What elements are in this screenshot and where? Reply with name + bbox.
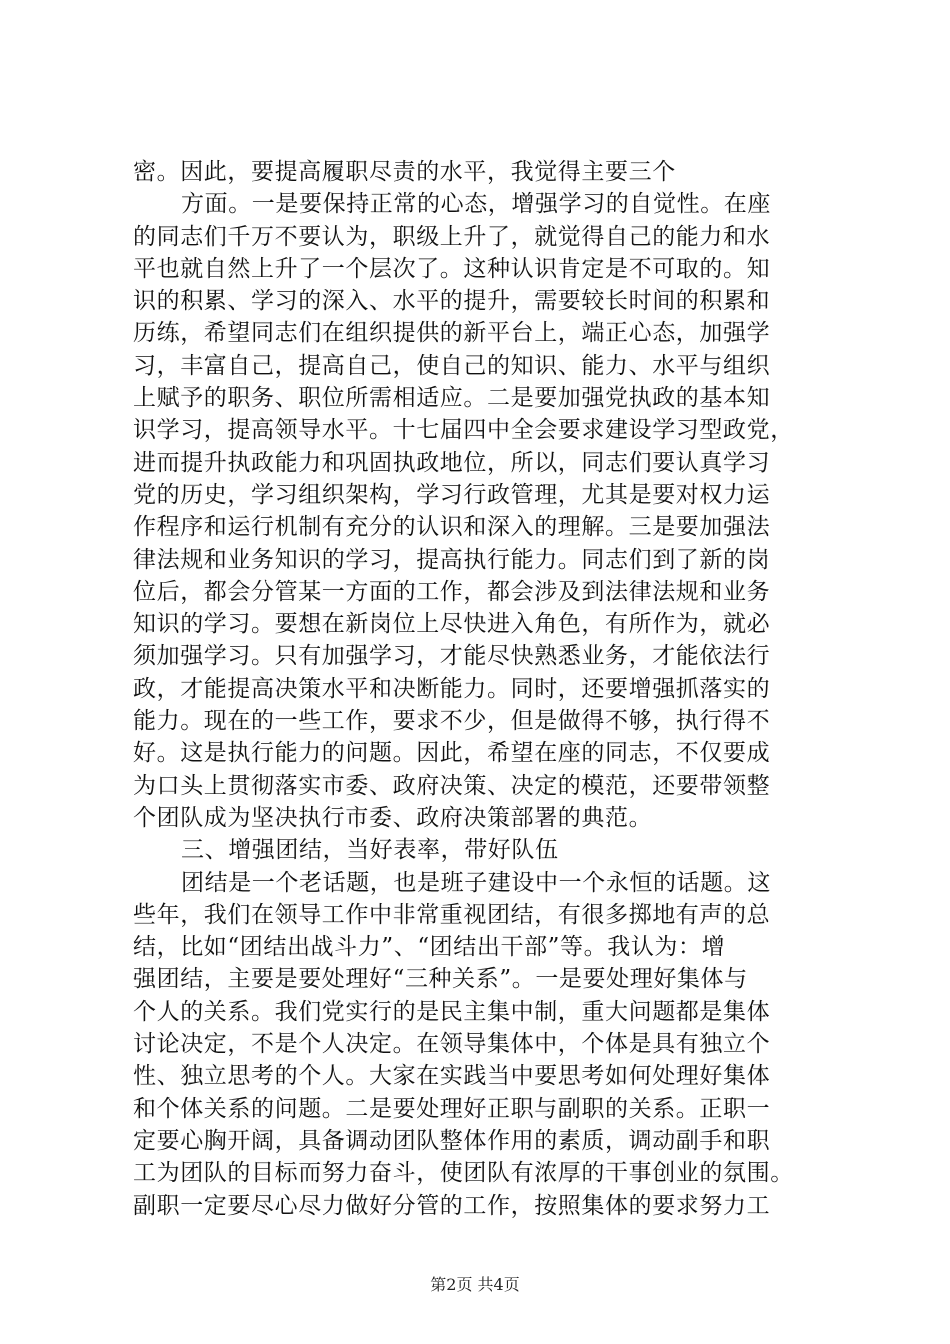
text-line: 个人的关系。我们党实行的是民主集中制，重大问题都是集体 (133, 998, 771, 1025)
text-line: 识的积累、学习的深入、水平的提升，需要较长时间的积累和 (133, 288, 771, 315)
text-line: 历练，希望同志们在组织提供的新平台上，端正心态，加强学 (133, 320, 771, 347)
text-line: 定要心胸开阔，具备调动团队整体作用的素质，调动副手和职 (133, 1127, 771, 1154)
text-line: 为口头上贯彻落实市委、政府决策、决定的模范，还要带领整 (133, 772, 771, 799)
text-line: 平也就自然上升了一个层次了。这种认识肯定是不可取的。知 (133, 255, 771, 282)
text-line: 性、独立思考的个人。大家在实践当中要思考如何处理好集体 (133, 1063, 771, 1090)
section-heading: 三、增强团结，当好表率，带好队伍 (181, 837, 559, 864)
text-line: 政，才能提高决策水平和决断能力。同时，还要增强抓落实的 (133, 675, 771, 702)
text-line: 些年，我们在领导工作中非常重视团结，有很多掷地有声的总 (133, 901, 771, 928)
text-line: 讨论决定，不是个人决定。在领导集体中，个体是具有独立个 (133, 1031, 771, 1058)
text-line: 能力。现在的一些工作，要求不少，但是做得不够，执行得不 (133, 708, 771, 735)
text-line: 进而提升执政能力和巩固执政地位，所以，同志们要认真学习 (133, 449, 771, 476)
text-line: 方面。一是要保持正常的心态，增强学习的自觉性。在座 (181, 191, 771, 218)
text-line: 密。因此，要提高履职尽责的水平，我觉得主要三个 (133, 159, 676, 185)
text-line: 位后，都会分管某一方面的工作，都会涉及到法律法规和业务 (133, 578, 771, 605)
page-number-footer: 第2页 共4页 (430, 1275, 520, 1294)
text-line: 副职一定要尽心尽力做好分管的工作，按照集体的要求努力工 (133, 1192, 771, 1219)
text-line: 上赋予的职务、职位所需相适应。二是要加强党执政的基本知 (133, 385, 771, 412)
text-line: 和个体关系的问题。二是要处理好正职与副职的关系。正职一 (133, 1095, 771, 1122)
text-line: 工为团队的目标而努力奋斗，使团队有浓厚的干事创业的氛围。 (133, 1160, 794, 1187)
body-text (133, 156, 833, 1222)
text-line: 团结是一个老话题，也是班子建设中一个永恒的话题。这 (181, 869, 771, 896)
text-line: 须加强学习。只有加强学习，才能尽快熟悉业务，才能依法行 (133, 643, 771, 670)
text-line: 党的历史，学习组织架构，学习行政管理，尤其是要对权力运 (133, 481, 771, 508)
text-line: 好。这是执行能力的问题。因此，希望在座的同志，不仅要成 (133, 740, 771, 767)
text-line: 作程序和运行机制有充分的认识和深入的理解。三是要加强法 (133, 514, 771, 541)
text-line: 强团结，主要是要处理好“三种关系”。一是要处理好集体与 (133, 966, 748, 993)
text-line: 结，比如“团结出战斗力”、“团结出干部”等。我认为：增 (133, 934, 726, 961)
text-line: 识学习，提高领导水平。十七届四中全会要求建设学习型政党， (133, 417, 794, 444)
text-line: 的同志们千万不要认为，职级上升了，就觉得自己的能力和水 (133, 223, 771, 250)
text-line: 习，丰富自己，提高自己，使自己的知识、能力、水平与组织 (133, 352, 771, 379)
text-line: 个团队成为坚决执行市委、政府决策部署的典范。 (133, 804, 653, 831)
text-line: 律法规和业务知识的学习，提高执行能力。同志们到了新的岗 (133, 546, 771, 573)
text-line: 知识的学习。要想在新岗位上尽快进入角色，有所作为，就必 (133, 611, 771, 638)
